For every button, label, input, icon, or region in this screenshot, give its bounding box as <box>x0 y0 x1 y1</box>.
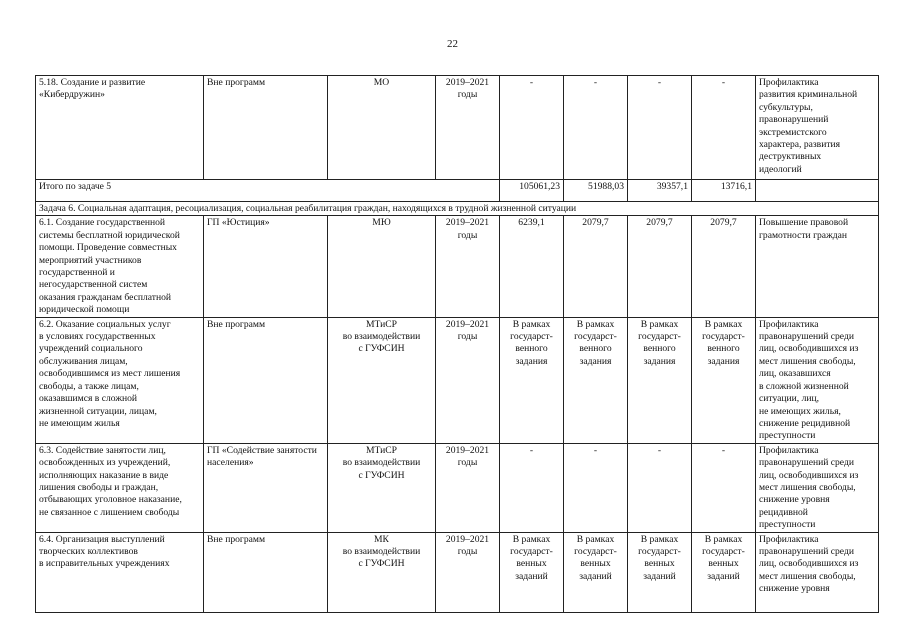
page-number: 22 <box>447 38 458 50</box>
table-row <box>36 76 879 180</box>
result-cell: Профилактика правонарушений среди лиц, освободившихся из мест лишения свободы, снижение уровня рецидивной преступности <box>756 443 879 532</box>
value-cell: 105061,23 <box>500 180 564 202</box>
value-cell: В рамках государст- венного задания <box>692 317 756 443</box>
table-row <box>36 317 879 443</box>
task-header-row <box>36 202 879 216</box>
value-cell: 2079,7 <box>692 216 756 317</box>
executor-cell: МО <box>328 76 436 180</box>
program-cell: ГП «Содействие занятости населения» <box>204 443 328 532</box>
program-cell: Вне программ <box>204 76 328 180</box>
measure-cell: 6.4. Организация выступлений творческих коллективов в исправительных учреждениях <box>36 532 204 612</box>
table-body <box>36 76 879 613</box>
table-row <box>36 216 879 317</box>
period-cell: 2019–2021 годы <box>436 76 500 180</box>
value-cell: - <box>628 443 692 532</box>
result-cell: Повышение правовой грамотности граждан <box>756 216 879 317</box>
value-cell: 13716,1 <box>692 180 756 202</box>
period-cell: 2019–2021 годы <box>436 443 500 532</box>
value-cell: В рамках государст- венных заданий <box>628 532 692 612</box>
value-cell: - <box>692 76 756 180</box>
value-cell: - <box>500 76 564 180</box>
result-cell: Профилактика развития криминальной субкультуры, правонарушений экстремистского характера, развития деструктивных идеологий <box>756 76 879 180</box>
value-cell: - <box>564 76 628 180</box>
total-row <box>36 180 879 202</box>
value-cell: В рамках государст- венных заданий <box>500 532 564 612</box>
value-cell: 2079,7 <box>628 216 692 317</box>
executor-cell: МЮ <box>328 216 436 317</box>
value-cell: 51988,03 <box>564 180 628 202</box>
value-cell: - <box>692 443 756 532</box>
measure-cell: 6.2. Оказание социальных услуг в условиях государственных учреждений социального обслуживания лицам, освободившимся из мест лишения свободы, а также лицам, оказавшимся в сложной жизненной ситуации, лицам, не имеющим жилья <box>36 317 204 443</box>
measure-cell: 6.1. Создание государственной системы бесплатной юридической помощи. Проведение совместных мероприятий участников государственной и негосударственной систем оказания гражданам бесплатной юридической помощи <box>36 216 204 317</box>
measure-cell: 6.3. Содействие занятости лиц, освобожденных из учреждений, исполняющих наказание в виде лишения свободы и граждан, отбывающих уголовное наказание, не связанное с лишением свободы <box>36 443 204 532</box>
task-title: Задача 6. Социальная адаптация, ресоциализация, социальная реабилитация граждан, находящихся в трудной жизненной ситуации <box>36 202 879 216</box>
executor-cell: МТиСР во взаимодействии с ГУФСИН <box>328 443 436 532</box>
value-cell: 6239,1 <box>500 216 564 317</box>
table-row <box>36 532 879 612</box>
result-cell <box>756 180 879 202</box>
value-cell: В рамках государст- венного задания <box>628 317 692 443</box>
program-cell: Вне программ <box>204 532 328 612</box>
period-cell: 2019–2021 годы <box>436 317 500 443</box>
program-cell: ГП «Юстиция» <box>204 216 328 317</box>
result-cell: Профилактика правонарушений среди лиц, освободившихся из мест лишения свободы, снижение уровня <box>756 532 879 612</box>
measures-table <box>35 75 879 613</box>
total-label: Итого по задаче 5 <box>36 180 500 202</box>
period-cell: 2019–2021 годы <box>436 532 500 612</box>
value-cell: - <box>564 443 628 532</box>
period-cell: 2019–2021 годы <box>436 216 500 317</box>
result-cell: Профилактика правонарушений среди лиц, освободившихся из мест лишения свободы, лиц, оказавшихся в сложной жизненной ситуации, лиц, не имеющих жилья, снижение рецидивной преступности <box>756 317 879 443</box>
executor-cell: МТиСР во взаимодействии с ГУФСИН <box>328 317 436 443</box>
executor-cell: МК во взаимодействии с ГУФСИН <box>328 532 436 612</box>
value-cell: - <box>500 443 564 532</box>
measure-cell: 5.18. Создание и развитие «Кибердружин» <box>36 76 204 180</box>
value-cell: В рамках государст- венного задания <box>500 317 564 443</box>
value-cell: В рамках государст- венных заданий <box>564 532 628 612</box>
value-cell: В рамках государст- венных заданий <box>692 532 756 612</box>
program-cell: Вне программ <box>204 317 328 443</box>
value-cell: - <box>628 76 692 180</box>
value-cell: В рамках государст- венного задания <box>564 317 628 443</box>
value-cell: 39357,1 <box>628 180 692 202</box>
table-row <box>36 443 879 532</box>
value-cell: 2079,7 <box>564 216 628 317</box>
